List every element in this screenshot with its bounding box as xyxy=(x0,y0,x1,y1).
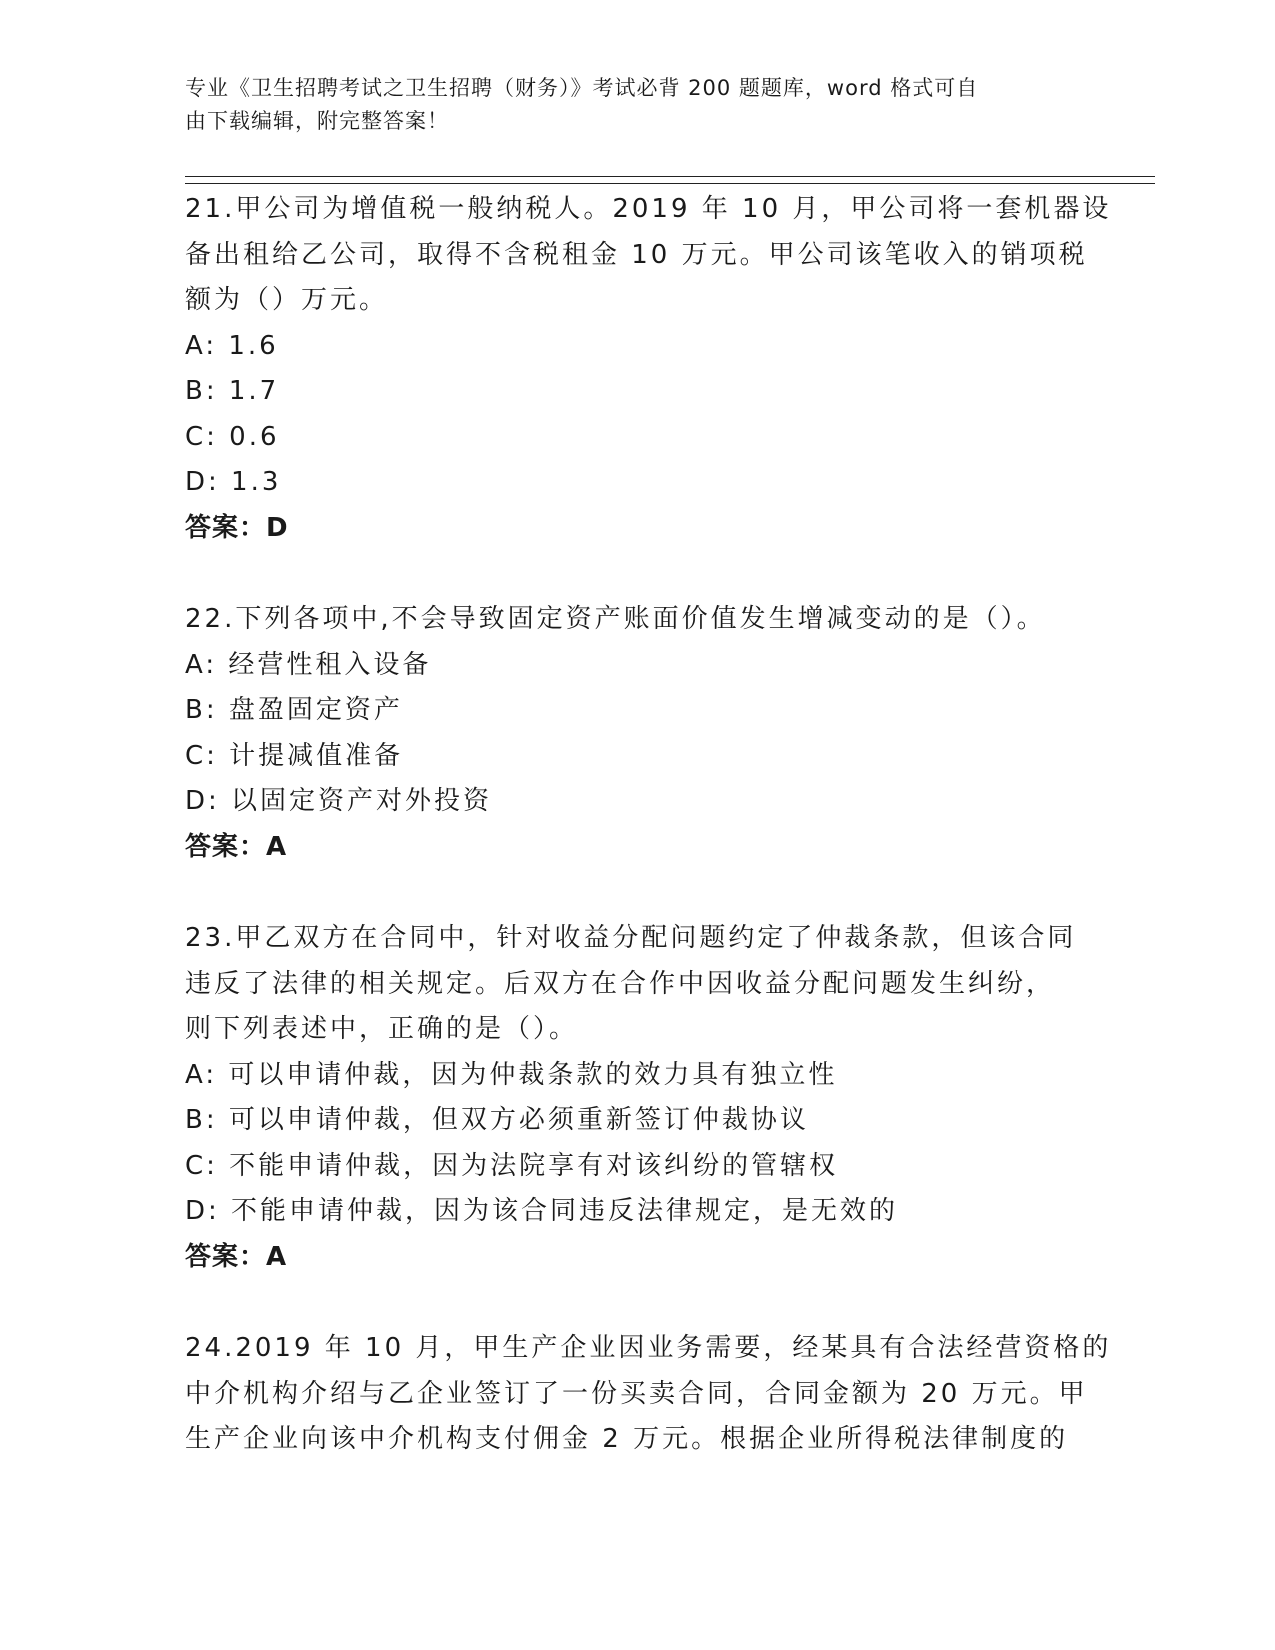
option-d: D: 1.3 xyxy=(185,467,282,497)
answer: 答案：A xyxy=(185,831,288,862)
question-stem: 24.2019 年 10 月，甲生产企业因业务需要，经某具有合法经营资格的 xyxy=(185,1333,1112,1363)
option-a: A: 可以申请仲裁，因为仲裁条款的效力具有独立性 xyxy=(185,1059,838,1090)
option-c: C: 计提减值准备 xyxy=(185,740,404,771)
option-b: B: 1.7 xyxy=(185,376,280,406)
question-stem: 违反了法律的相关规定。后双方在合作中因收益分配问题发生纠纷， xyxy=(185,968,1056,999)
question-23 xyxy=(185,916,1085,1280)
question-stem: 额为（）万元。 xyxy=(185,285,389,315)
question-stem: 备出租给乙公司，取得不含税租金 10 万元。甲公司该笔收入的销项税 xyxy=(185,239,1088,270)
answer: 答案：D xyxy=(185,512,289,543)
question-24 xyxy=(185,1326,1112,1463)
option-b: B: 可以申请仲裁，但双方必须重新签订仲裁协议 xyxy=(185,1105,809,1135)
header-divider-top xyxy=(185,176,1155,177)
document-header xyxy=(185,72,1155,138)
question-list xyxy=(185,187,1112,1463)
question-stem: 中介机构介绍与乙企业签订了一份买卖合同，合同金额为 20 万元。甲 xyxy=(185,1378,1088,1409)
question-stem: 则下列表述中，正确的是（）。 xyxy=(185,1014,579,1044)
option-c: C: 不能申请仲裁，因为法院享有对该纠纷的管辖权 xyxy=(185,1150,839,1181)
option-a: A: 经营性租入设备 xyxy=(185,649,432,680)
question-stem: 21.甲公司为增值税一般纳税人。2019 年 10 月，甲公司将一套机器设 xyxy=(185,194,1112,224)
question-21 xyxy=(185,187,1112,551)
header-title-line-2: 由下载编辑，附完整答案！ xyxy=(185,109,449,133)
option-a: A: 1.6 xyxy=(185,330,279,361)
answer: 答案：A xyxy=(185,1241,288,1272)
header-divider-bottom xyxy=(185,183,1155,184)
question-stem: 22.下列各项中,不会导致固定资产账面价值发生增减变动的是（）。 xyxy=(185,604,1046,634)
option-b: B: 盘盈固定资产 xyxy=(185,695,403,725)
header-title-line-1: 专业《卫生招聘考试之卫生招聘（财务）》考试必背 200 题题库，word 格式可自 xyxy=(185,76,979,100)
option-c: C: 0.6 xyxy=(185,421,280,452)
option-d: D: 以固定资产对外投资 xyxy=(185,786,493,816)
question-stem: 23.甲乙双方在合同中，针对收益分配问题约定了仲裁条款，但该合同 xyxy=(185,923,1077,953)
option-d: D: 不能申请仲裁，因为该合同违反法律规定，是无效的 xyxy=(185,1196,899,1226)
question-stem: 生产企业向该中介机构支付佣金 2 万元。根据企业所得税法律制度的 xyxy=(185,1424,1069,1454)
question-22 xyxy=(185,597,1085,870)
